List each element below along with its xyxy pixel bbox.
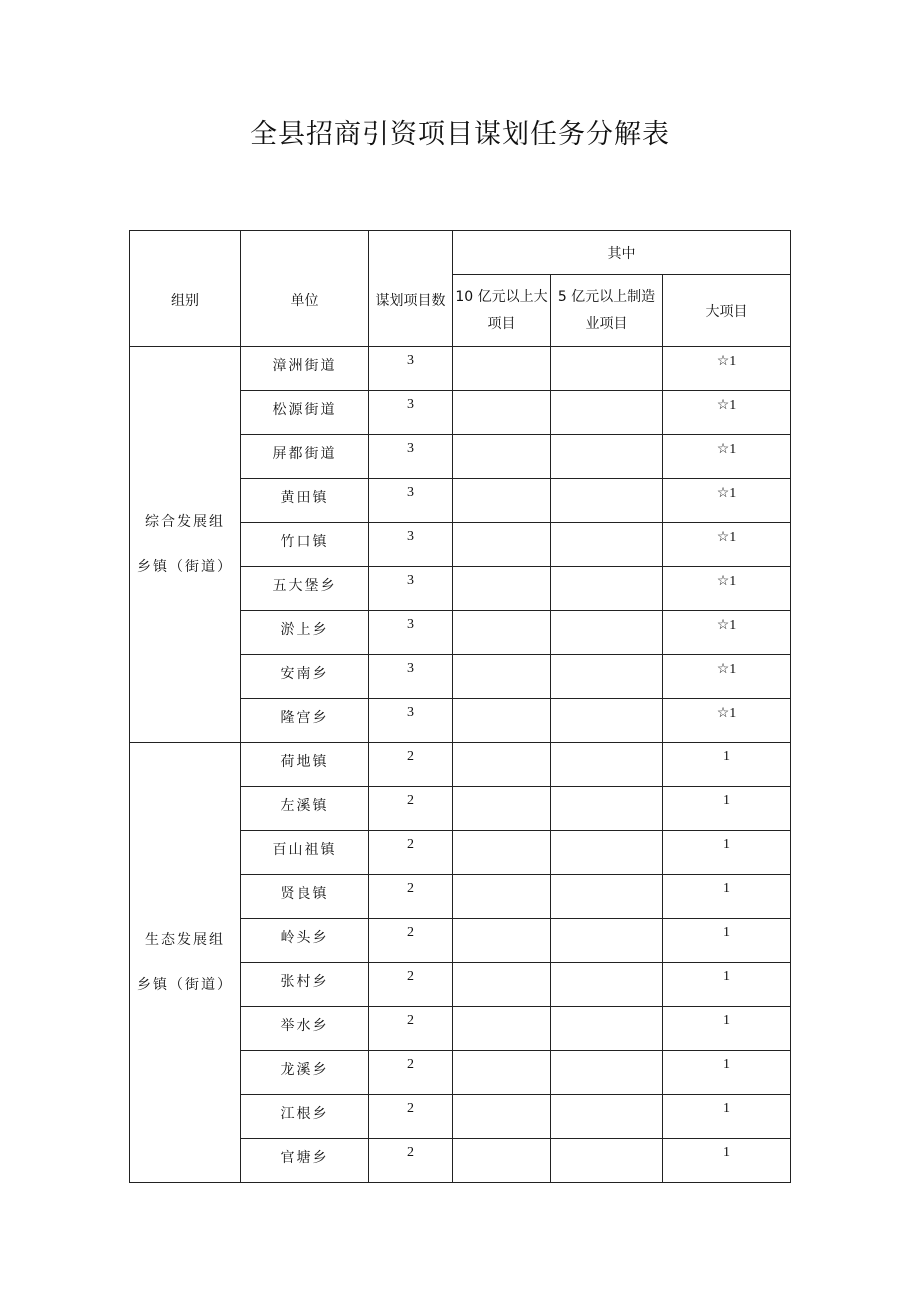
- big-project-cell: 1: [663, 1007, 791, 1051]
- big-project-cell: 1: [663, 743, 791, 787]
- big-project-cell: ☆1: [663, 655, 791, 699]
- big-project-cell: ☆1: [663, 347, 791, 391]
- col-10yi-cell: [453, 875, 551, 919]
- big-project-cell: ☆1: [663, 567, 791, 611]
- col-10yi-cell: [453, 963, 551, 1007]
- unit-cell: 荷地镇: [241, 743, 369, 787]
- count-cell: 3: [369, 523, 453, 567]
- task-table: [129, 230, 791, 1183]
- big-project-cell: ☆1: [663, 611, 791, 655]
- header-group: 组别: [130, 231, 241, 347]
- col-5yi-cell: [551, 699, 663, 743]
- count-cell: 2: [369, 1051, 453, 1095]
- col-10yi-cell: [453, 919, 551, 963]
- big-project-cell: 1: [663, 1095, 791, 1139]
- page-title: 全县招商引资项目谋划任务分解表: [250, 119, 670, 150]
- col-10yi-cell: [453, 787, 551, 831]
- col-5yi-cell: [551, 919, 663, 963]
- col-5yi-cell: [551, 567, 663, 611]
- col-10yi-cell: [453, 567, 551, 611]
- big-project-cell: 1: [663, 1051, 791, 1095]
- big-project-cell: ☆1: [663, 699, 791, 743]
- big-project-cell: 1: [663, 787, 791, 831]
- col-5yi-cell: [551, 655, 663, 699]
- header-unit: 单位: [241, 231, 369, 347]
- table-body: [130, 231, 791, 1183]
- count-cell: 3: [369, 611, 453, 655]
- col-5yi-cell: [551, 787, 663, 831]
- header-of-which: 其中: [453, 231, 791, 275]
- count-cell: 3: [369, 347, 453, 391]
- header-row-top: [130, 231, 791, 275]
- group-subname: 乡镇（街道）: [137, 977, 233, 993]
- unit-cell: 贤良镇: [241, 875, 369, 919]
- col-10yi-cell: [453, 831, 551, 875]
- col-5yi-cell: [551, 743, 663, 787]
- header-5yi: 5 亿元以上制造业项目: [551, 275, 663, 347]
- col-10yi-cell: [453, 523, 551, 567]
- big-project-cell: 1: [663, 963, 791, 1007]
- unit-cell: 漳洲街道: [241, 347, 369, 391]
- col-5yi-cell: [551, 875, 663, 919]
- col-5yi-cell: [551, 523, 663, 567]
- unit-cell: 五大堡乡: [241, 567, 369, 611]
- col-10yi-cell: [453, 743, 551, 787]
- col-5yi-cell: [551, 963, 663, 1007]
- big-project-cell: ☆1: [663, 435, 791, 479]
- col-5yi-cell: [551, 611, 663, 655]
- big-project-cell: ☆1: [663, 479, 791, 523]
- count-cell: 3: [369, 567, 453, 611]
- col-10yi-cell: [453, 1051, 551, 1095]
- col-10yi-cell: [453, 391, 551, 435]
- count-cell: 2: [369, 875, 453, 919]
- header-big: 大项目: [663, 275, 791, 347]
- header-count: 谋划项目数: [369, 231, 453, 347]
- unit-cell: 官塘乡: [241, 1139, 369, 1183]
- unit-cell: 左溪镇: [241, 787, 369, 831]
- col-5yi-cell: [551, 1139, 663, 1183]
- col-10yi-cell: [453, 1095, 551, 1139]
- big-project-cell: ☆1: [663, 391, 791, 435]
- header-10yi: 10 亿元以上大项目: [453, 275, 551, 347]
- col-5yi-cell: [551, 347, 663, 391]
- group-name: 综合发展组: [145, 514, 225, 530]
- count-cell: 2: [369, 919, 453, 963]
- group-cell: [130, 743, 241, 1183]
- big-project-cell: ☆1: [663, 523, 791, 567]
- col-5yi-cell: [551, 479, 663, 523]
- col-5yi-cell: [551, 1051, 663, 1095]
- col-10yi-cell: [453, 699, 551, 743]
- big-project-cell: 1: [663, 1139, 791, 1183]
- col-10yi-cell: [453, 1139, 551, 1183]
- big-project-cell: 1: [663, 919, 791, 963]
- count-cell: 2: [369, 963, 453, 1007]
- unit-cell: 举水乡: [241, 1007, 369, 1051]
- count-cell: 2: [369, 1007, 453, 1051]
- unit-cell: 淤上乡: [241, 611, 369, 655]
- col-10yi-cell: [453, 347, 551, 391]
- count-cell: 2: [369, 1095, 453, 1139]
- col-10yi-cell: [453, 1007, 551, 1051]
- count-cell: 3: [369, 655, 453, 699]
- table-row: [130, 743, 791, 787]
- unit-cell: 张村乡: [241, 963, 369, 1007]
- count-cell: 3: [369, 699, 453, 743]
- unit-cell: 松源街道: [241, 391, 369, 435]
- col-5yi-cell: [551, 831, 663, 875]
- col-5yi-cell: [551, 435, 663, 479]
- count-cell: 2: [369, 1139, 453, 1183]
- unit-cell: 江根乡: [241, 1095, 369, 1139]
- count-cell: 3: [369, 435, 453, 479]
- big-project-cell: 1: [663, 831, 791, 875]
- unit-cell: 屏都街道: [241, 435, 369, 479]
- big-project-cell: 1: [663, 875, 791, 919]
- col-5yi-cell: [551, 391, 663, 435]
- count-cell: 3: [369, 479, 453, 523]
- group-name: 生态发展组: [145, 932, 225, 948]
- group-cell: [130, 347, 241, 743]
- col-10yi-cell: [453, 611, 551, 655]
- count-cell: 2: [369, 831, 453, 875]
- unit-cell: 安南乡: [241, 655, 369, 699]
- count-cell: 3: [369, 391, 453, 435]
- count-cell: 2: [369, 787, 453, 831]
- col-10yi-cell: [453, 479, 551, 523]
- unit-cell: 竹口镇: [241, 523, 369, 567]
- unit-cell: 隆宫乡: [241, 699, 369, 743]
- table-row: [130, 347, 791, 391]
- unit-cell: 百山祖镇: [241, 831, 369, 875]
- unit-cell: 龙溪乡: [241, 1051, 369, 1095]
- unit-cell: 黄田镇: [241, 479, 369, 523]
- col-10yi-cell: [453, 435, 551, 479]
- group-subname: 乡镇（街道）: [137, 559, 233, 575]
- count-cell: 2: [369, 743, 453, 787]
- unit-cell: 岭头乡: [241, 919, 369, 963]
- col-5yi-cell: [551, 1007, 663, 1051]
- col-5yi-cell: [551, 1095, 663, 1139]
- col-10yi-cell: [453, 655, 551, 699]
